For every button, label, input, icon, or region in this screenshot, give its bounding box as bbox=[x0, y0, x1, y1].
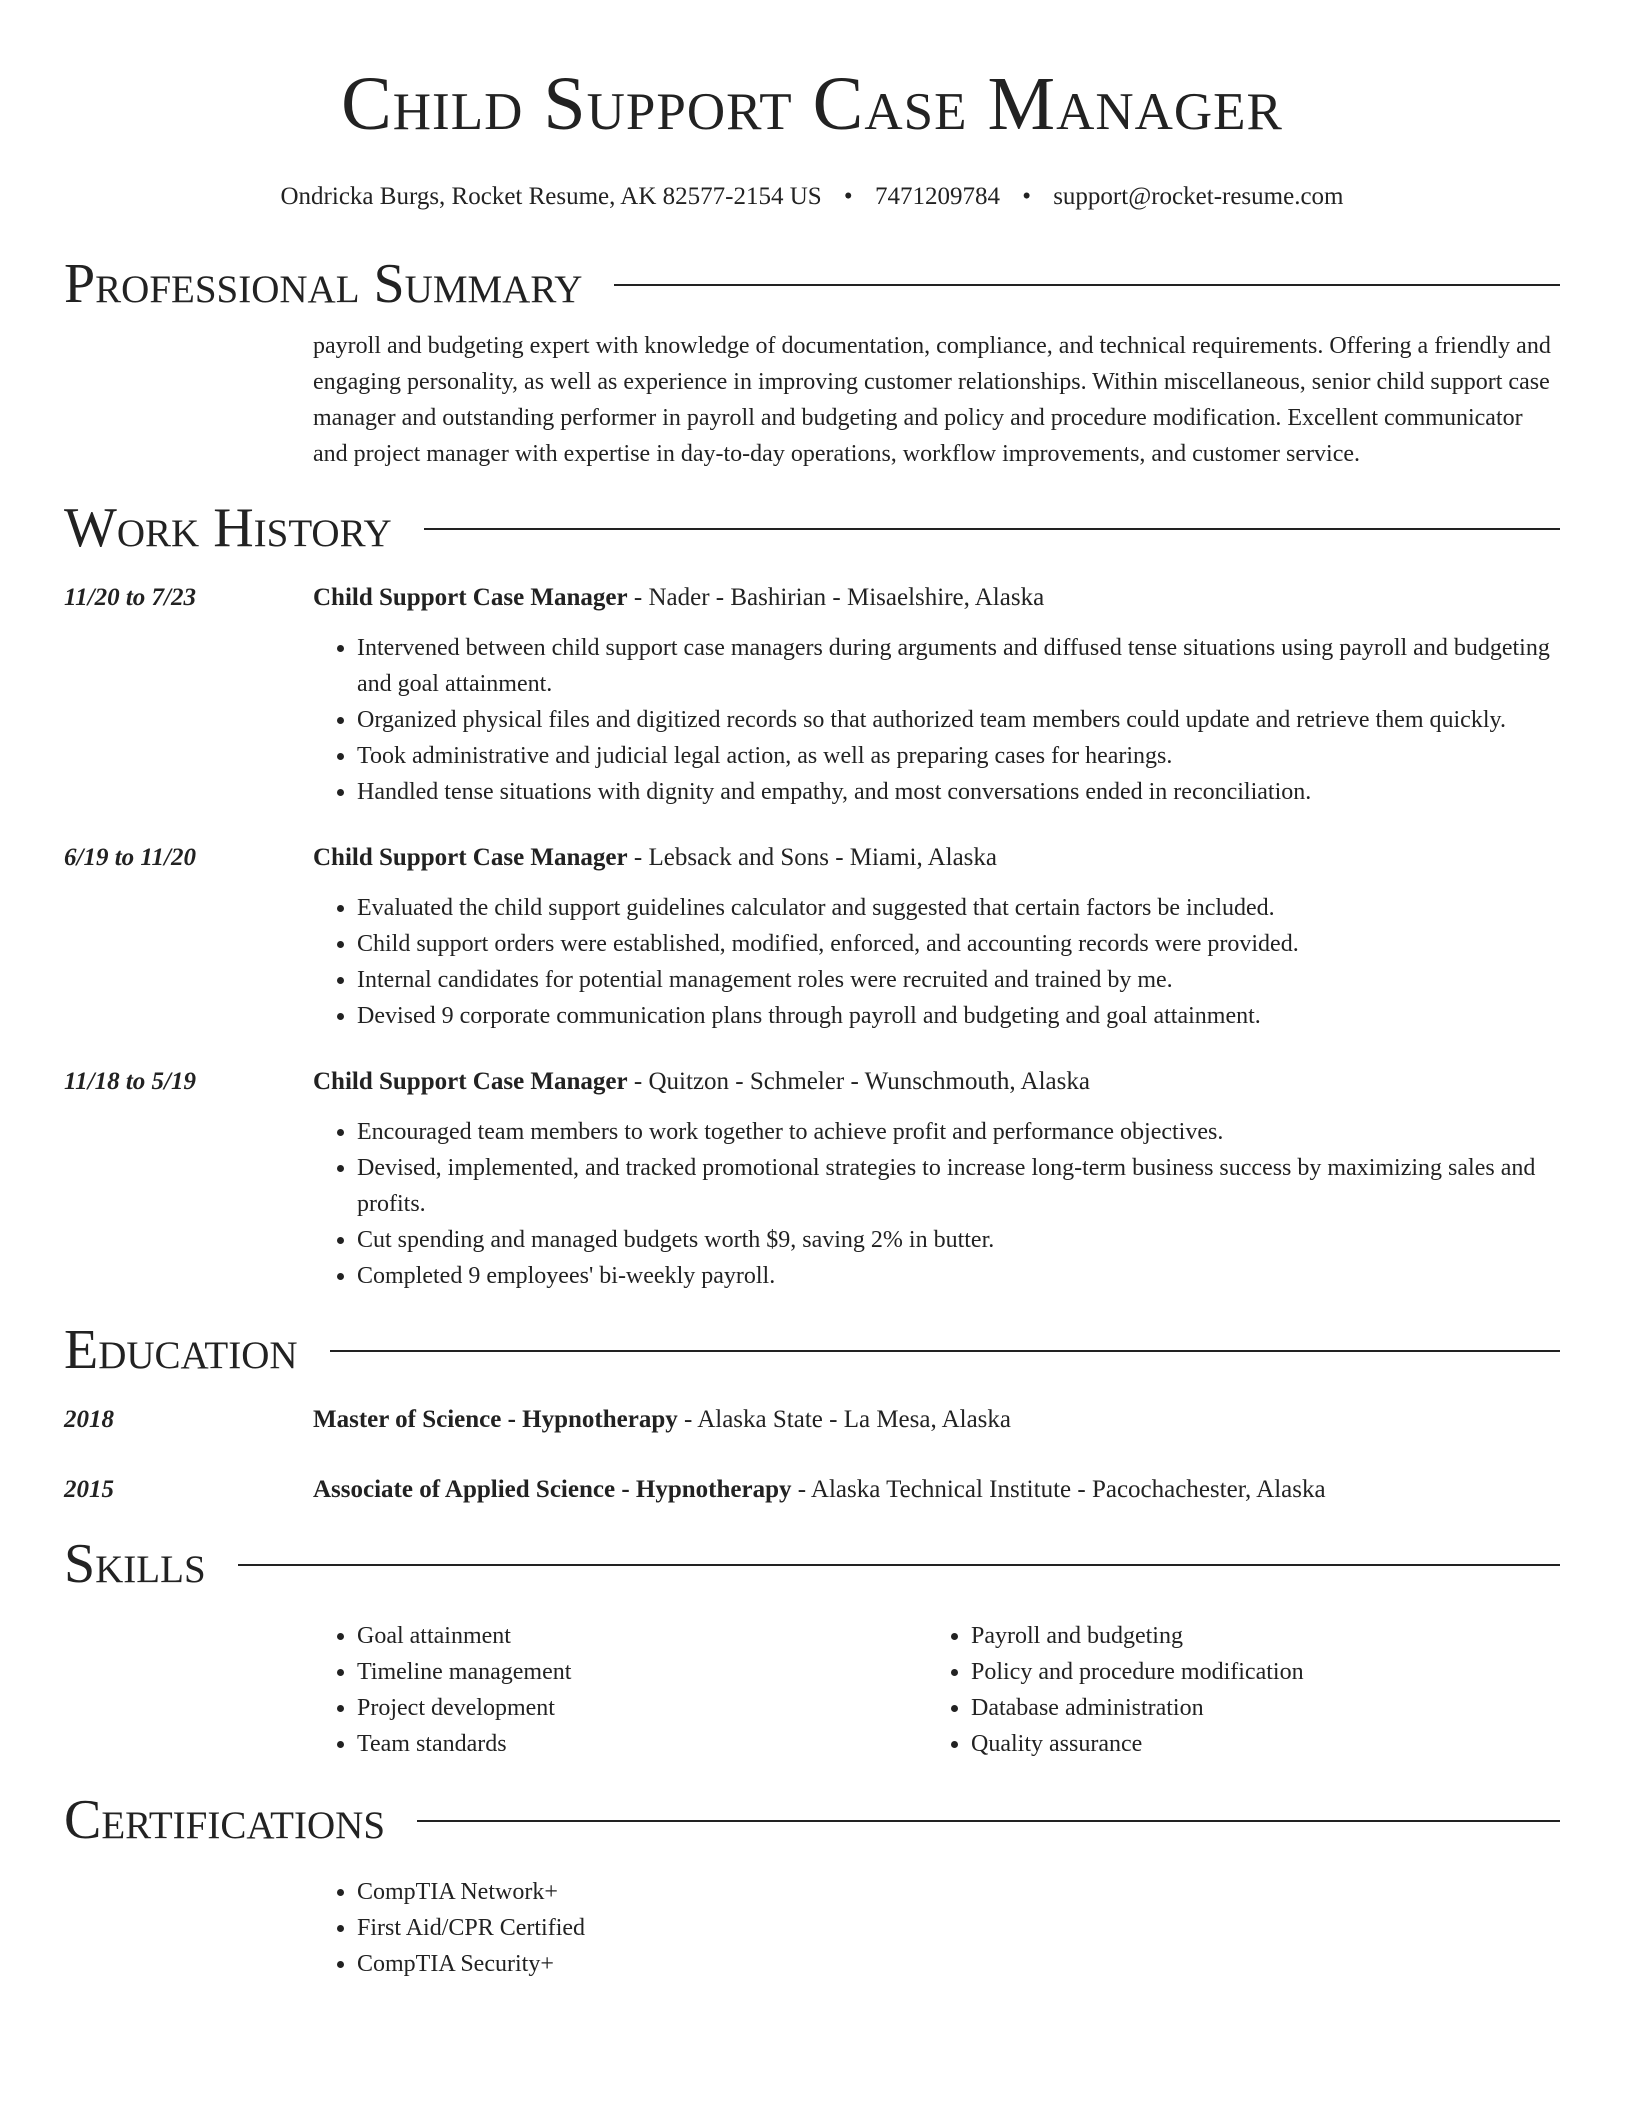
contact-email: support@rocket-resume.com bbox=[1053, 183, 1344, 210]
job-title: Child Support Case Manager bbox=[313, 1068, 628, 1095]
job-heading bbox=[313, 1064, 1560, 1100]
section-header-certifications bbox=[64, 1790, 1560, 1850]
section-title: Professional Summary bbox=[64, 253, 583, 315]
skills-grid bbox=[313, 1618, 1560, 1762]
skill-item: • Project development bbox=[357, 1690, 927, 1726]
list-item: • Devised 9 corporate communication plans through payroll and budgeting and goal attainment. bbox=[357, 998, 1560, 1034]
job-entry bbox=[64, 840, 1560, 1034]
section-divider bbox=[330, 1350, 1560, 1352]
job-bullets bbox=[313, 1114, 1560, 1294]
skills-column-left bbox=[313, 1618, 927, 1762]
education-heading bbox=[313, 1402, 1560, 1438]
education-school: - Alaska State - La Mesa, Alaska bbox=[677, 1406, 1012, 1433]
list-item: • Organized physical files and digitized records so that authorized team members could update and retrieve them quickly. bbox=[357, 702, 1560, 738]
skill-item: • Database administration bbox=[971, 1690, 1541, 1726]
job-content bbox=[313, 840, 1560, 1034]
job-employer: - Lebsack and Sons - Miami, Alaska bbox=[627, 844, 997, 871]
job-entry bbox=[64, 1064, 1560, 1294]
section-divider bbox=[417, 1820, 1560, 1822]
certifications-items bbox=[313, 1874, 1560, 1982]
skill-item: • Timeline management bbox=[357, 1654, 927, 1690]
education-entry bbox=[64, 1402, 1560, 1438]
certifications-list bbox=[313, 1874, 1560, 1982]
resume-page bbox=[64, 0, 1560, 1982]
education-year: 2015 bbox=[64, 1476, 114, 1503]
section-title: Education bbox=[64, 1319, 298, 1381]
list-item: • Child support orders were established, modified, enforced, and accounting records were provided. bbox=[357, 926, 1560, 962]
section-divider bbox=[424, 528, 1560, 530]
skill-item: • Team standards bbox=[357, 1726, 927, 1762]
job-dates: 11/20 to 7/23 bbox=[64, 584, 196, 611]
section-header-education bbox=[64, 1320, 1560, 1380]
education-degree: Master of Science - Hypnotherapy bbox=[313, 1406, 678, 1433]
summary-text: payroll and budgeting expert with knowledge of documentation, compliance, and technical requirements. Offering a friendly and engaging personality, as well as experience in improving customer relationships. Within miscellaneous, senior child support case manager and outstanding performer in payroll and budgeting and policy and procedure modification. Excellent communicator and project manager with expertise in day-to-day operations, workflow improvements, and customer service. bbox=[313, 333, 1551, 467]
section-header-work bbox=[64, 498, 1560, 558]
certification-item: • CompTIA Network+ bbox=[357, 1874, 1560, 1910]
education-year: 2018 bbox=[64, 1406, 114, 1433]
contact-line bbox=[64, 182, 1560, 212]
resume-name: Child Support Case Manager bbox=[341, 62, 1283, 146]
list-item: • Took administrative and judicial legal action, as well as preparing cases for hearings. bbox=[357, 738, 1560, 774]
job-employer: - Nader - Bashirian - Misaelshire, Alaska bbox=[627, 584, 1045, 611]
job-entry bbox=[64, 580, 1560, 810]
list-item: • Devised, implemented, and tracked promotional strategies to increase long-term business success by maximizing sales and profits. bbox=[357, 1150, 1560, 1222]
job-bullets bbox=[313, 890, 1560, 1034]
certification-item: • CompTIA Security+ bbox=[357, 1946, 1560, 1982]
job-heading bbox=[313, 580, 1560, 616]
job-title: Child Support Case Manager bbox=[313, 844, 628, 871]
section-title: Work History bbox=[64, 497, 392, 559]
list-item: • Completed 9 employees' bi-weekly payroll. bbox=[357, 1258, 1560, 1294]
education-degree: Associate of Applied Science - Hypnotherapy bbox=[313, 1476, 792, 1503]
list-item: • Cut spending and managed budgets worth $9, saving 2% in butter. bbox=[357, 1222, 1560, 1258]
contact-separator: • bbox=[1022, 183, 1031, 210]
skill-item: • Goal attainment bbox=[357, 1618, 927, 1654]
list-item: • Evaluated the child support guidelines calculator and suggested that certain factors be included. bbox=[357, 890, 1560, 926]
job-bullets bbox=[313, 630, 1560, 810]
skill-item: • Payroll and budgeting bbox=[971, 1618, 1541, 1654]
job-employer: - Quitzon - Schmeler - Wunschmouth, Alaska bbox=[627, 1068, 1090, 1095]
job-heading bbox=[313, 840, 1560, 876]
section-header-skills bbox=[64, 1534, 1560, 1594]
contact-address: Ondricka Burgs, Rocket Resume, AK 82577-2154 US bbox=[280, 183, 822, 210]
section-title: Skills bbox=[64, 1533, 206, 1595]
list-item: • Handled tense situations with dignity and empathy, and most conversations ended in reconciliation. bbox=[357, 774, 1560, 810]
list-item: • Intervened between child support case managers during arguments and diffused tense situations using payroll and budgeting and goal attainment. bbox=[357, 630, 1560, 702]
job-content bbox=[313, 580, 1560, 810]
section-divider bbox=[238, 1564, 1560, 1566]
education-school: - Alaska Technical Institute - Pacochachester, Alaska bbox=[791, 1476, 1326, 1503]
certification-item: • First Aid/CPR Certified bbox=[357, 1910, 1560, 1946]
job-dates: 11/18 to 5/19 bbox=[64, 1068, 196, 1095]
section-divider bbox=[614, 284, 1560, 286]
job-title: Child Support Case Manager bbox=[313, 584, 628, 611]
list-item: • Encouraged team members to work together to achieve profit and performance objectives. bbox=[357, 1114, 1560, 1150]
skills-column-right bbox=[927, 1618, 1541, 1762]
section-title: Certifications bbox=[64, 1789, 386, 1851]
education-heading bbox=[313, 1472, 1560, 1508]
skill-item: • Quality assurance bbox=[971, 1726, 1541, 1762]
job-content bbox=[313, 1064, 1560, 1294]
section-header-summary bbox=[64, 254, 1560, 314]
contact-phone: 7471209784 bbox=[874, 183, 1000, 210]
skill-item: • Policy and procedure modification bbox=[971, 1654, 1541, 1690]
education-entry bbox=[64, 1472, 1560, 1508]
contact-separator: • bbox=[843, 183, 853, 210]
job-dates: 6/19 to 11/20 bbox=[64, 844, 196, 871]
list-item: • Internal candidates for potential management roles were recruited and trained by me. bbox=[357, 962, 1560, 998]
